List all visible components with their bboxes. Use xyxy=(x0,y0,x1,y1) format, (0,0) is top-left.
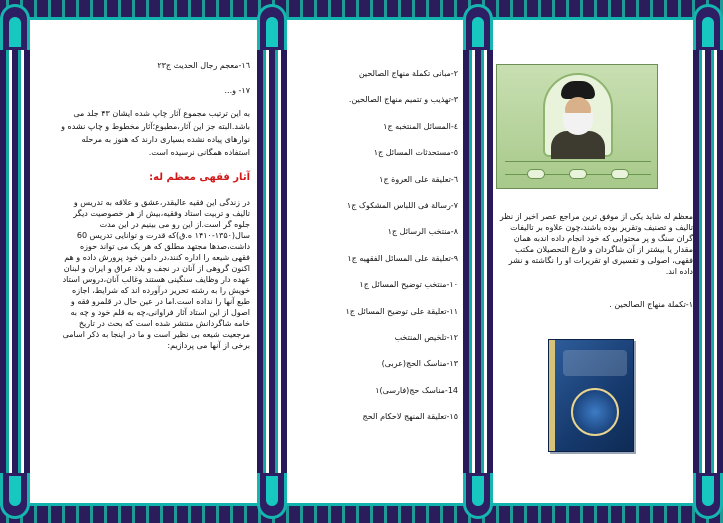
body-paragraph xyxy=(40,197,250,351)
list-item: ٥-مستحدثات المسائل ج١ xyxy=(373,148,458,158)
list-item: ٣-تهذیب و تتمیم منهاج الصالحین. xyxy=(348,95,458,105)
list-item: ٨-منتخب الرسائل ج١ xyxy=(387,227,458,237)
list-item: ١٦-معجم رجال الحديث ج٢٣ xyxy=(157,61,250,70)
corner-arch-icon xyxy=(0,4,30,50)
list-item: ٧-رسالة فی اللباس المشکوک ج١ xyxy=(346,200,458,210)
summary-paragraph xyxy=(40,108,250,158)
paragraph-line: خامه شاگردانش منتشر شده است که بحث در تاریخ xyxy=(78,319,250,328)
book-cover-image xyxy=(548,339,634,452)
paragraph-line: جلوه گر است.از این رو می بینیم در این مدت xyxy=(99,220,250,229)
left-panel xyxy=(40,60,250,351)
paragraph-line: تالیف و تربیت استاد وفقیه،بیش از هر خصوصیت دیگر xyxy=(73,209,250,218)
list-item: ١٣-مناسک الحج(عربی) xyxy=(381,359,458,369)
paragraph-line: طبع آنها را نداده است.اما در عین حال در قلمرو فقه و xyxy=(70,297,250,306)
list-item: ١-تکملة منهاج الصالحین . xyxy=(609,300,693,309)
list-item: ١١-تعلیقة علی توضیح المسائل ج١ xyxy=(345,306,458,316)
paragraph-line: اصول از این استاد آثار فراوانی،چه به قلم خود و چه به xyxy=(70,308,250,317)
corner-arch-icon xyxy=(693,473,723,519)
top-border xyxy=(0,0,723,20)
paragraph-line: باشد.البته جز این آثار،مطبوع؛آثار مخطوط و چاپ نشده و xyxy=(61,122,250,131)
paragraph-line: اکنون گروهی از آنان در نجف و بلاد عراق و ایران و لبنان xyxy=(63,264,250,273)
paragraph-line: داشت،صدها مجتهد مطلق که هر یک می تواند حوزه xyxy=(79,242,250,251)
middle-panel xyxy=(296,68,458,437)
list-item: 14-مناسک حج(فارسی)١ xyxy=(375,385,458,395)
paragraph-line: مرجعیت شیعه بی نظیر است و ما در اینجا به ذکر اسامی xyxy=(62,330,250,339)
robe-shape xyxy=(551,131,605,159)
paragraph-line: در زندگی این فقیه عالیقدر،عشق و علاقه به تدریس و xyxy=(73,198,250,207)
paragraph-line: گران سنگ و پر محتوایی که خود انجام داده اندبه همان xyxy=(513,234,693,243)
paragraph-line: به این ترتیب مجموع آثار چاپ شده ایشان ۴۳ جلد می xyxy=(73,109,250,118)
list-item: ١٢-تلخیص المنتخب xyxy=(394,332,458,342)
panel-divider-right xyxy=(463,20,493,503)
paragraph-line: نوارهای پیاده نشده بسیاری دارند که هنوز به مرحله xyxy=(81,135,250,144)
left-border xyxy=(0,20,30,503)
paragraph-line: خویش را به رشته تحریر درآورده اند که شرایط، اجازه xyxy=(72,286,250,295)
intro-paragraph xyxy=(497,211,693,277)
list-item: ١٠-منتخب توضیح المسائل ج١ xyxy=(359,280,458,290)
section-title: آثار فقهی معظم له: xyxy=(149,172,250,183)
paragraph-line: سال(۱۳۵۰-۱۴۱۰ ه.ق)که قدرت و توانایی تدریس 60 xyxy=(76,231,250,240)
paragraph-line: فقهی شیعه را اداره کنند،در دامن خود پرورش داده و هم xyxy=(64,253,250,262)
column-arch-icon xyxy=(257,4,287,50)
paragraph-line: استفاده همگانی نرسیده است. xyxy=(148,148,250,157)
book-title-block xyxy=(563,350,627,376)
column-arch-icon xyxy=(463,473,493,519)
decor-dot xyxy=(569,169,587,179)
right-border xyxy=(693,20,723,503)
portrait-image xyxy=(496,64,658,189)
list-item: ١٧- و... xyxy=(224,86,250,95)
column-arch-icon xyxy=(463,4,493,50)
decor-dot xyxy=(527,169,545,179)
list-item: ٩-تعلیقة علی المسائل الفقهیه ج١ xyxy=(347,253,458,263)
list-item: ٢-مبانی تکملة منهاج الصالحین xyxy=(358,69,458,78)
book-spine xyxy=(549,340,555,451)
paragraph-line: برخی از آنها می پردازیم: xyxy=(167,341,250,350)
column-arch-icon xyxy=(257,473,287,519)
list-item: ١٥-تعلیقة المنهج لاحکام الحج xyxy=(362,412,458,422)
paragraph-line: داده اند. xyxy=(665,267,693,276)
book-ornament-icon xyxy=(571,388,619,436)
paragraph-line: معظم له شاید یکی از موفق ترین مراجع عصر اخیر از نظر xyxy=(499,212,693,221)
paragraph-line: مقدار یا بیشتر از آن شاگردان و فارغ التحصیلان مکتب xyxy=(515,245,693,254)
paragraph-line: عهده دار وظایف سنگینی هستند وغالب آنان،دروس استاد xyxy=(62,275,250,284)
decor-dot xyxy=(611,169,629,179)
list-item: ٤-المسائل المنتخبه ج١ xyxy=(383,121,458,131)
panel-divider-left xyxy=(257,20,287,503)
list-item: ٦-تعلیقة علی العروة ج١ xyxy=(379,174,458,184)
paragraph-line: فقهی، اصولی و تفسیری او تقریرات او را نگاشته و نشر xyxy=(508,256,693,265)
corner-arch-icon xyxy=(0,473,30,519)
corner-arch-icon xyxy=(693,4,723,50)
bottom-border xyxy=(0,503,723,523)
paragraph-line: تالیف و تصنیف وتقریر بوده باشند،چون علاوه بر تالیفات xyxy=(510,223,693,232)
right-panel xyxy=(497,211,693,310)
